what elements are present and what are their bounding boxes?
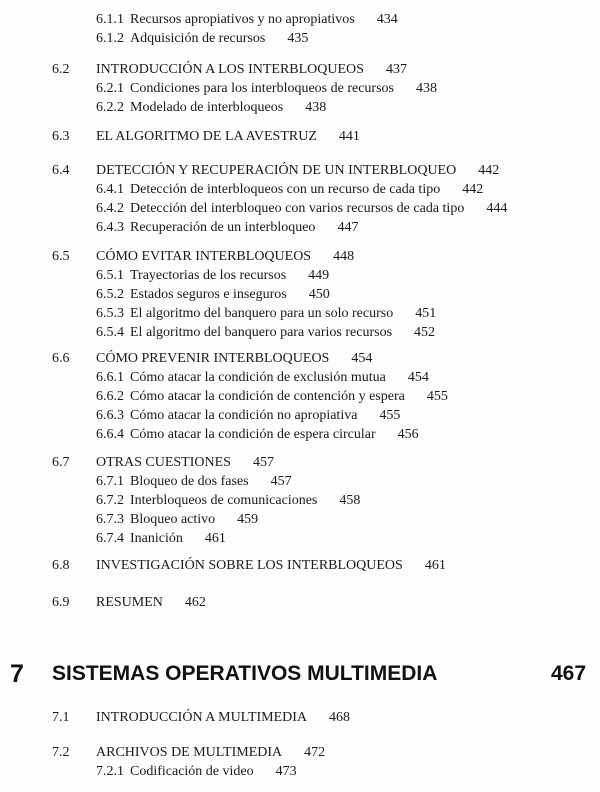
subsection-page: 473 [275, 764, 297, 779]
section-title-line [96, 349, 372, 368]
section-title: DETECCIÓN Y RECUPERACIÓN DE UN INTERBLOQUEO [96, 163, 457, 178]
section-title: ARCHIVOS DE MULTIMEDIA [96, 745, 283, 760]
section-title-line [96, 127, 360, 146]
subsection-entry [0, 425, 600, 444]
subsection-number: 6.2.1 [96, 81, 124, 96]
subsection-entry [0, 762, 600, 781]
section-number: 6.3 [52, 129, 70, 144]
toc-section [0, 349, 600, 444]
subsection-line [96, 199, 507, 218]
subsection-entry [0, 218, 600, 237]
subsection-number: 6.2.2 [96, 100, 124, 115]
subsection-page: 449 [308, 268, 330, 283]
subsection-entry [0, 266, 600, 285]
subsection-line [96, 29, 308, 48]
subsection-number: 6.6.3 [96, 408, 124, 423]
section-title-line [96, 60, 407, 79]
section-number: 6.4 [52, 163, 70, 178]
chapter-heading [0, 662, 600, 692]
toc-section [0, 60, 600, 117]
section-entry [0, 349, 600, 368]
section-number: 6.2 [52, 62, 70, 77]
subsection-entry [0, 180, 600, 199]
subsection-line [96, 79, 437, 98]
toc-section [0, 247, 600, 342]
toc-section [0, 127, 600, 146]
subsection-title: Inanición [130, 531, 183, 546]
subsection-entry [0, 98, 600, 117]
toc-section [0, 453, 600, 548]
toc-section [0, 10, 600, 48]
section-entry [0, 708, 600, 727]
section-title-line [96, 743, 325, 762]
section-page: 457 [252, 455, 274, 470]
subsection-page: 461 [204, 531, 226, 546]
chapter-number: 7 [10, 660, 24, 688]
section-number: 7.1 [52, 710, 70, 725]
subsection-page: 455 [426, 389, 448, 404]
subsection-number: 6.4.2 [96, 201, 124, 216]
subsection-line [96, 98, 326, 117]
toc-section [0, 556, 600, 575]
subsection-title: Detección de interbloqueos con un recurso de cada tipo [130, 182, 441, 197]
subsection-entry [0, 79, 600, 98]
subsection-title: Recuperación de un interbloqueo [130, 220, 316, 235]
subsection-number: 6.5.2 [96, 287, 124, 302]
section-title-line [96, 247, 354, 266]
subsection-line [96, 529, 226, 548]
subsection-number: 6.7.4 [96, 531, 124, 546]
section-entry [0, 453, 600, 472]
section-title: OTRAS CUESTIONES [96, 455, 231, 470]
subsection-line [96, 304, 436, 323]
toc-section [0, 593, 600, 612]
section-page: 442 [478, 163, 500, 178]
subsection-line [96, 510, 258, 529]
section-page: 437 [385, 62, 407, 77]
subsection-line [96, 323, 435, 342]
subsection-line [96, 180, 483, 199]
subsection-title: Modelado de interbloqueos [130, 100, 284, 115]
subsection-line [96, 472, 292, 491]
subsection-number: 6.1.1 [96, 12, 124, 27]
subsection-title: El algoritmo del banquero para varios recursos [130, 325, 393, 340]
section-page: 454 [351, 351, 373, 366]
section-page: 461 [424, 558, 446, 573]
section-title: INTRODUCCIÓN A LOS INTERBLOQUEOS [96, 62, 364, 77]
subsection-number: 6.4.1 [96, 182, 124, 197]
subsection-title: Detección del interbloqueo con varios recursos de cada tipo [130, 201, 465, 216]
subsection-title: Interbloqueos de comunicaciones [130, 493, 318, 508]
section-title-line [96, 593, 206, 612]
subsection-number: 6.6.1 [96, 370, 124, 385]
subsection-page: 459 [237, 512, 259, 527]
subsection-line [96, 368, 429, 387]
section-number: 6.9 [52, 595, 70, 610]
section-page: 472 [304, 745, 326, 760]
section-title: RESUMEN [96, 595, 163, 610]
subsection-page: 458 [339, 493, 361, 508]
subsection-number: 6.7.2 [96, 493, 124, 508]
subsection-entry [0, 529, 600, 548]
section-page: 448 [333, 249, 355, 264]
subsection-title: Cómo atacar la condición de contención y espera [130, 389, 405, 404]
subsection-entry [0, 406, 600, 425]
subsection-line [96, 285, 330, 304]
subsection-number: 6.5.1 [96, 268, 124, 283]
section-number: 6.8 [52, 558, 70, 573]
section-number: 7.2 [52, 745, 70, 760]
subsection-line [96, 387, 448, 406]
section-entry [0, 161, 600, 180]
subsection-page: 435 [287, 31, 309, 46]
section-title-line [96, 708, 350, 727]
subsection-page: 451 [415, 306, 437, 321]
subsection-line [96, 762, 297, 781]
subsection-number: 6.5.3 [96, 306, 124, 321]
toc-section [0, 743, 600, 781]
section-page: 462 [184, 595, 206, 610]
subsection-title: Condiciones para los interbloqueos de recursos [130, 81, 394, 96]
subsection-title: Adquisición de recursos [130, 31, 266, 46]
subsection-title: Recursos apropiativos y no apropiativos [130, 12, 355, 27]
section-title: EL ALGORITMO DE LA AVESTRUZ [96, 129, 317, 144]
chapter-title: SISTEMAS OPERATIVOS MULTIMEDIA [52, 662, 438, 685]
subsection-entry [0, 368, 600, 387]
subsection-page: 434 [376, 12, 398, 27]
subsection-title: Cómo atacar la condición de exclusión mutua [130, 370, 386, 385]
subsection-entry [0, 323, 600, 342]
subsection-line [96, 406, 400, 425]
section-entry [0, 247, 600, 266]
subsection-page: 438 [416, 81, 437, 96]
subsection-page: 444 [486, 201, 508, 216]
subsection-number: 6.6.4 [96, 427, 124, 442]
subsection-line [96, 425, 419, 444]
section-number: 6.5 [52, 249, 70, 264]
subsection-page: 438 [305, 100, 327, 115]
section-title-line [96, 161, 499, 180]
subsection-title: El algoritmo del banquero para un solo recurso [130, 306, 394, 321]
subsection-number: 6.5.4 [96, 325, 124, 340]
subsection-title: Bloqueo activo [130, 512, 216, 527]
subsection-title: Estados seguros e inseguros [130, 287, 287, 302]
subsection-line [96, 218, 358, 237]
section-title: CÓMO EVITAR INTERBLOQUEOS [96, 249, 312, 264]
section-entry [0, 743, 600, 762]
subsection-number: 6.1.2 [96, 31, 124, 46]
section-number: 6.7 [52, 455, 70, 470]
section-page: 441 [338, 129, 360, 144]
section-title: CÓMO PREVENIR INTERBLOQUEOS [96, 351, 330, 366]
section-title-line [96, 453, 274, 472]
subsection-page: 455 [379, 408, 401, 423]
subsection-entry [0, 29, 600, 48]
subsection-number: 6.6.2 [96, 389, 124, 404]
chapter-page: 467 [551, 662, 587, 685]
subsection-title: Trayectorias de los recursos [130, 268, 287, 283]
subsection-entry [0, 285, 600, 304]
subsection-title: Cómo atacar la condición de espera circular [130, 427, 376, 442]
section-entry [0, 127, 600, 146]
subsection-page: 450 [308, 287, 330, 302]
subsection-entry [0, 10, 600, 29]
subsection-entry [0, 491, 600, 510]
subsection-number: 6.4.3 [96, 220, 124, 235]
subsection-entry [0, 304, 600, 323]
section-title: INVESTIGACIÓN SOBRE LOS INTERBLOQUEOS [96, 558, 403, 573]
subsection-page: 442 [462, 182, 484, 197]
subsection-page: 447 [337, 220, 359, 235]
section-number: 6.6 [52, 351, 70, 366]
section-entry [0, 60, 600, 79]
subsection-entry [0, 199, 600, 218]
subsection-entry [0, 387, 600, 406]
subsection-number: 7.2.1 [96, 764, 124, 779]
subsection-line [96, 10, 398, 29]
subsection-page: 454 [407, 370, 429, 385]
subsection-entry [0, 510, 600, 529]
subsection-title: Cómo atacar la condición no apropiativa [130, 408, 358, 423]
section-title-line [96, 556, 446, 575]
section-entry [0, 556, 600, 575]
toc-section [0, 161, 600, 237]
subsection-line [96, 491, 360, 510]
subsection-page: 457 [270, 474, 292, 489]
toc-section [0, 708, 600, 727]
subsection-title: Bloqueo de dos fases [130, 474, 249, 489]
subsection-page: 452 [414, 325, 436, 340]
subsection-number: 6.7.3 [96, 512, 124, 527]
subsection-entry [0, 472, 600, 491]
subsection-number: 6.7.1 [96, 474, 124, 489]
section-entry [0, 593, 600, 612]
subsection-page: 456 [397, 427, 419, 442]
subsection-title: Codificación de video [130, 764, 254, 779]
section-page: 468 [329, 710, 351, 725]
section-title: INTRODUCCIÓN A MULTIMEDIA [96, 710, 308, 725]
subsection-line [96, 266, 329, 285]
